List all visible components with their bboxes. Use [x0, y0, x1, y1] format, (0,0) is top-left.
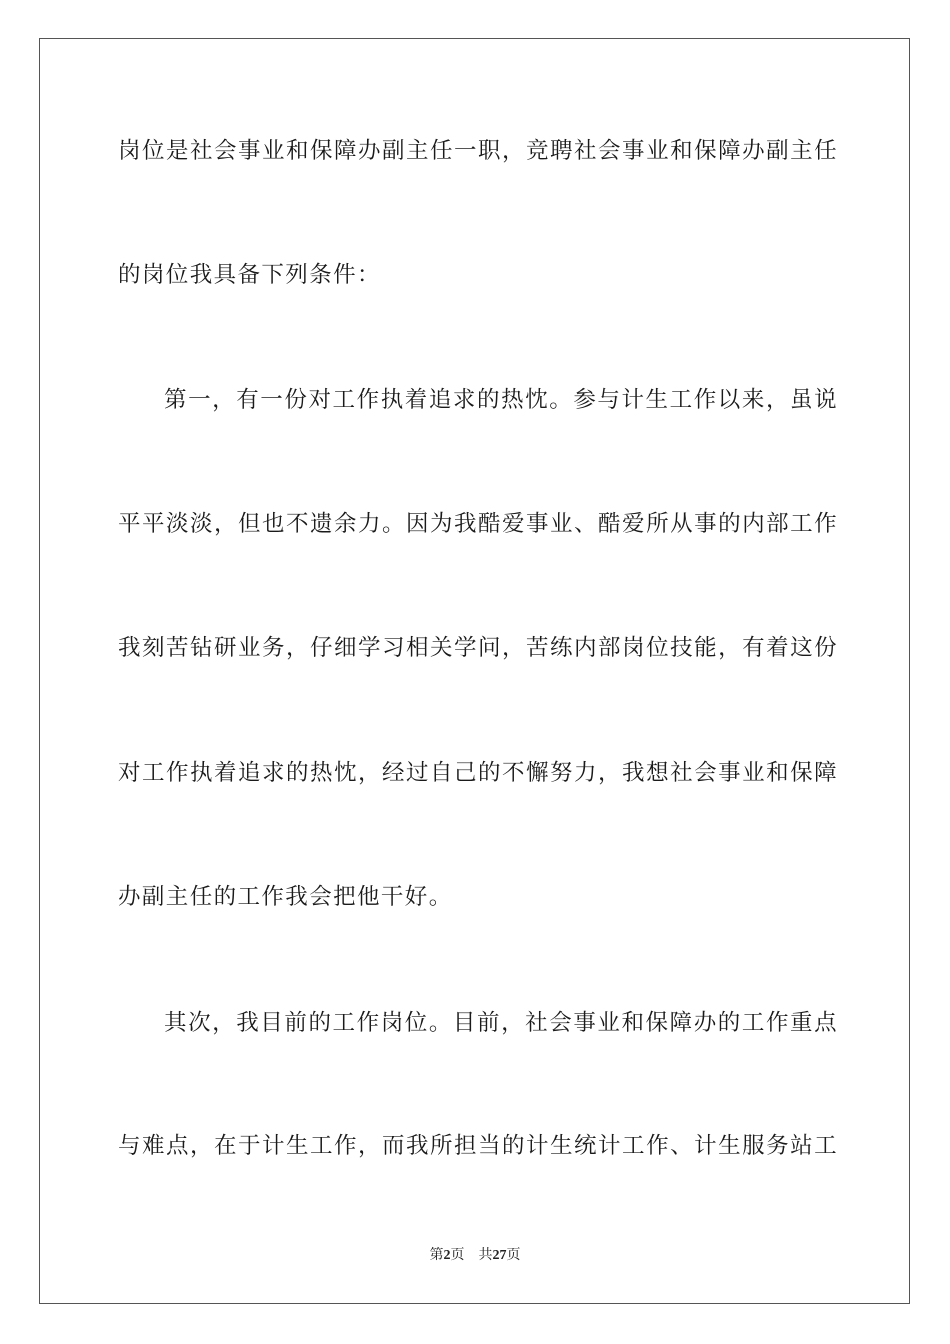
total-suffix: 页 [506, 1247, 521, 1263]
body-text-line: 对工作执着追求的热忱，经过自己的不懈努力，我想社会事业和保障 [118, 760, 838, 786]
total-prefix: 共 [478, 1247, 493, 1263]
body-text-line: 的岗位我具备下列条件： [118, 262, 381, 288]
paragraph-first-line: 第一，有一份对工作执着追求的热忱。参与计生工作以来，虽说 [164, 387, 838, 413]
body-text-line: 岗位是社会事业和保障办副主任一职，竞聘社会事业和保障办副主任 [118, 138, 838, 164]
paragraph-first-line: 其次，我目前的工作岗位。目前，社会事业和保障办的工作重点 [164, 1010, 838, 1036]
page-border [39, 38, 910, 1304]
page-footer [0, 1245, 950, 1266]
body-text-line: 与难点，在于计生工作，而我所担当的计生统计工作、计生服务站工 [118, 1133, 838, 1159]
page-number: 2 [443, 1248, 451, 1263]
total-pages: 27 [492, 1248, 507, 1263]
body-text-line: 我刻苦钻研业务，仔细学习相关学问，苦练内部岗位技能，有着这份 [118, 635, 838, 661]
page-prefix: 第 [429, 1247, 444, 1263]
body-text-line: 平平淡淡，但也不遗余力。因为我酷爱事业、酷爱所从事的内部工作 [118, 511, 838, 537]
body-text-line: 办副主任的工作我会把他干好。 [118, 884, 453, 910]
page-suffix: 页 [450, 1247, 465, 1263]
